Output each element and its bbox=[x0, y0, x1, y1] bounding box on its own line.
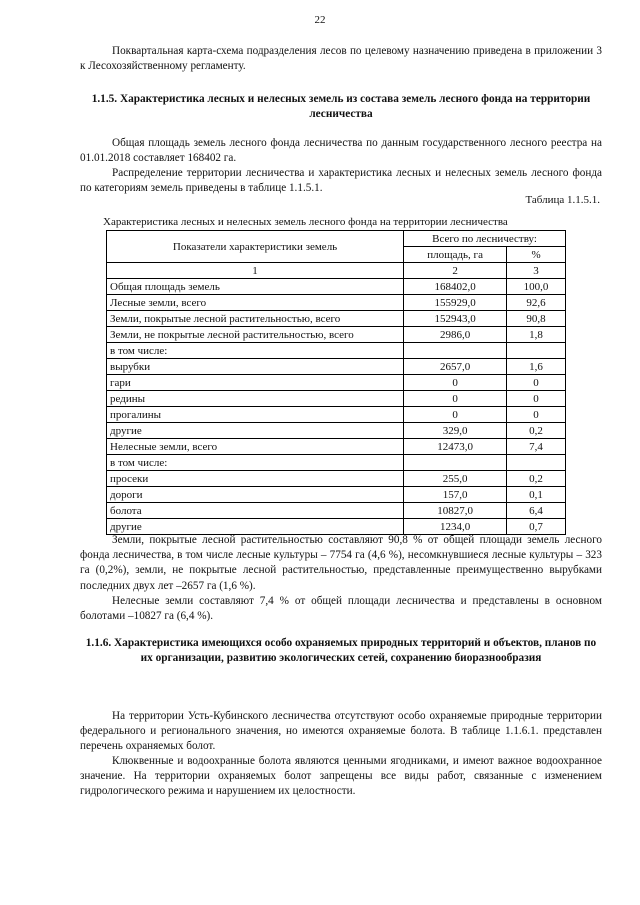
row-area-cell bbox=[404, 455, 507, 471]
table-column-numbers-row bbox=[107, 263, 566, 279]
header-indicator: Показатели характеристики земель bbox=[107, 231, 404, 263]
row-name-cell: гари bbox=[107, 375, 404, 391]
section-1-1-5-paragraph-1: Общая площадь земель лесного фонда лесничества по данным государственного лесного реестра на 01.01.2018 составляет 168402 га. bbox=[80, 137, 602, 165]
row-name-cell: Земли, покрытые лесной растительностью, всего bbox=[107, 311, 404, 327]
table-row bbox=[107, 423, 566, 439]
row-area-cell: 157,0 bbox=[404, 487, 507, 503]
row-area-cell: 0 bbox=[404, 375, 507, 391]
row-area-cell bbox=[404, 343, 507, 359]
column-number: 3 bbox=[507, 263, 566, 279]
row-percent-cell: 6,4 bbox=[507, 503, 566, 519]
row-name-cell: Нелесные земли, всего bbox=[107, 439, 404, 455]
table-row bbox=[107, 295, 566, 311]
land-characteristics-table bbox=[106, 230, 566, 535]
row-name-cell: редины bbox=[107, 391, 404, 407]
row-area-cell: 152943,0 bbox=[404, 311, 507, 327]
header-area: площадь, га bbox=[404, 247, 507, 263]
row-area-cell: 329,0 bbox=[404, 423, 507, 439]
row-area-cell: 155929,0 bbox=[404, 295, 507, 311]
row-percent-cell: 0,7 bbox=[507, 519, 566, 535]
row-percent-cell: 90,8 bbox=[507, 311, 566, 327]
row-area-cell: 12473,0 bbox=[404, 439, 507, 455]
row-area-cell: 168402,0 bbox=[404, 279, 507, 295]
column-number: 1 bbox=[107, 263, 404, 279]
table-row bbox=[107, 279, 566, 295]
after-table-paragraph-1: Земли, покрытые лесной растительностью составляют 90,8 % от общей площади земель лесного фонда лесничества, в том числе лесные культуры – 7754 га (4,6 %), несомкнувшиеся лесные культуры – 323 га (0,2%), земли, не покрытые лесной растительностью, представленные преимущественно вырубками последних двух лет –2657 га (1,6 %). bbox=[80, 534, 602, 592]
after-table-paragraph-2: Нелесные земли составляют 7,4 % от общей площади лесничества и представлены в основном болотами –10827 га (6,4 %). bbox=[80, 595, 602, 623]
column-number: 2 bbox=[404, 263, 507, 279]
table-row bbox=[107, 503, 566, 519]
row-percent-cell: 1,6 bbox=[507, 359, 566, 375]
row-percent-cell: 0 bbox=[507, 375, 566, 391]
intro-paragraph: Поквартальная карта-схема подразделения лесов по целевому назначению приведена в приложении 3 к Лесохозяйственному регламенту. bbox=[80, 45, 602, 73]
row-area-cell: 2986,0 bbox=[404, 327, 507, 343]
table-row bbox=[107, 311, 566, 327]
section-1-1-5-paragraph-2: Распределение территории лесничества и характеристика лесных и нелесных земель лесного фонда по категориям земель приведены в таблице 1.1.5.1. bbox=[80, 167, 602, 195]
section-1-1-6-paragraph-1: На территории Усть-Кубинского лесничества отсутствуют особо охраняемые природные территории федерального и регионального значения, но имеются охраняемые болота. В таблице 1.1.6.1. представлен перечень охраняемых болот. bbox=[80, 710, 602, 753]
row-name-cell: дороги bbox=[107, 487, 404, 503]
table-row bbox=[107, 359, 566, 375]
page-number: 22 bbox=[314, 14, 326, 26]
row-area-cell: 255,0 bbox=[404, 471, 507, 487]
section-1-1-5-heading: 1.1.5. Характеристика лесных и нелесных земель из состава земель лесного фонда на территории лесничества bbox=[91, 93, 591, 120]
table-label: Таблица 1.1.5.1. bbox=[525, 194, 600, 206]
row-percent-cell: 1,8 bbox=[507, 327, 566, 343]
row-percent-cell bbox=[507, 455, 566, 471]
row-percent-cell: 92,6 bbox=[507, 295, 566, 311]
table-row bbox=[107, 343, 566, 359]
section-1-1-6-paragraph-2: Клюквенные и водоохранные болота являются ценными ягодниками, и имеют важное водоохранное значение. На территории охраняемых болот запрещены все виды работ, связанные с изменением гидрологического режима и нарушением их целостности. bbox=[80, 755, 602, 798]
table-row bbox=[107, 327, 566, 343]
table-caption: Характеристика лесных и нелесных земель лесного фонда на территории лесничества bbox=[103, 216, 508, 228]
table-row bbox=[107, 375, 566, 391]
header-percent: % bbox=[507, 247, 566, 263]
row-name-cell: в том числе: bbox=[107, 343, 404, 359]
table-row bbox=[107, 471, 566, 487]
table-row bbox=[107, 455, 566, 471]
row-area-cell: 10827,0 bbox=[404, 503, 507, 519]
row-name-cell: Лесные земли, всего bbox=[107, 295, 404, 311]
row-percent-cell bbox=[507, 343, 566, 359]
row-area-cell: 2657,0 bbox=[404, 359, 507, 375]
row-name-cell: Общая площадь земель bbox=[107, 279, 404, 295]
row-area-cell: 1234,0 bbox=[404, 519, 507, 535]
row-name-cell: Земли, не покрытые лесной растительностью, всего bbox=[107, 327, 404, 343]
header-total: Всего по лесничеству: bbox=[404, 231, 566, 247]
row-name-cell: другие bbox=[107, 423, 404, 439]
row-percent-cell: 0,1 bbox=[507, 487, 566, 503]
row-name-cell: прогалины bbox=[107, 407, 404, 423]
section-1-1-6-heading: 1.1.6. Характеристика имеющихся особо охраняемых природных территорий и объектов, планов по их организации, развитию экологических сетей, сохранению биоразнообразия bbox=[85, 637, 597, 664]
table-row bbox=[107, 439, 566, 455]
row-percent-cell: 0 bbox=[507, 407, 566, 423]
row-area-cell: 0 bbox=[404, 391, 507, 407]
row-percent-cell: 0,2 bbox=[507, 471, 566, 487]
row-percent-cell: 0 bbox=[507, 391, 566, 407]
table-header-row bbox=[107, 231, 566, 247]
row-name-cell: другие bbox=[107, 519, 404, 535]
row-percent-cell: 0,2 bbox=[507, 423, 566, 439]
row-name-cell: вырубки bbox=[107, 359, 404, 375]
row-name-cell: просеки bbox=[107, 471, 404, 487]
row-percent-cell: 100,0 bbox=[507, 279, 566, 295]
row-name-cell: болота bbox=[107, 503, 404, 519]
row-name-cell: в том числе: bbox=[107, 455, 404, 471]
table-row bbox=[107, 407, 566, 423]
table-row bbox=[107, 487, 566, 503]
row-percent-cell: 7,4 bbox=[507, 439, 566, 455]
table-row bbox=[107, 391, 566, 407]
row-area-cell: 0 bbox=[404, 407, 507, 423]
